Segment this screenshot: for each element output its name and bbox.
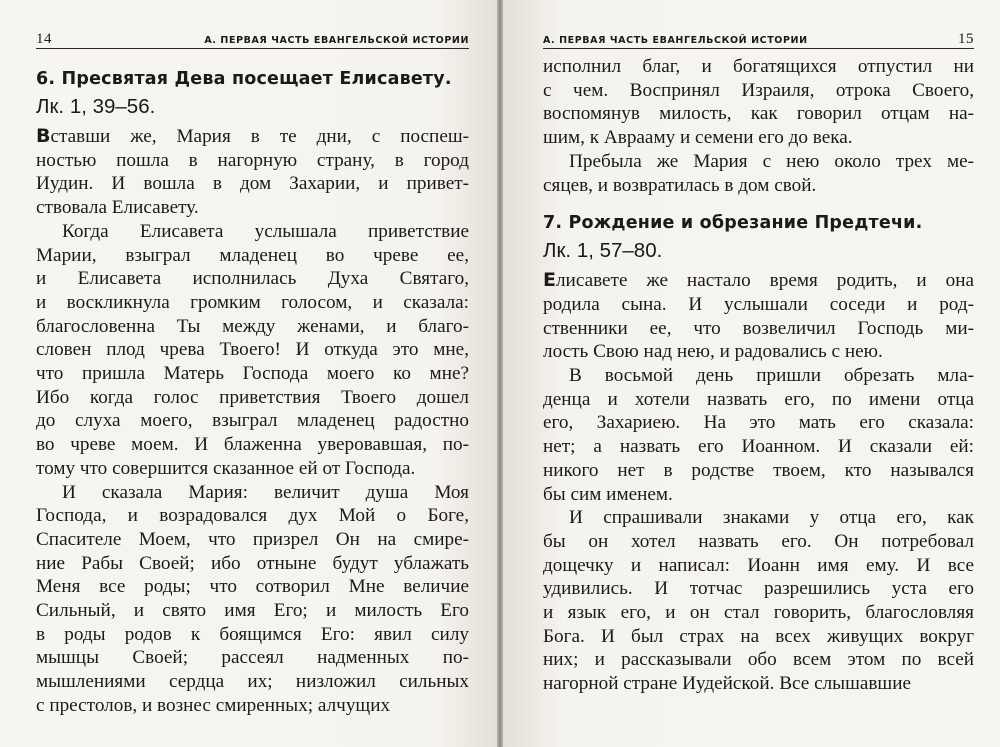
text-line: и воскликнула громким голосом, и сказала:	[36, 291, 469, 313]
paragraph	[543, 55, 974, 150]
text-line: никого нет в родстве твоем, кто назывался	[543, 459, 974, 481]
left-running-head	[36, 26, 469, 49]
text-line: Бога. И был страх на всех живущих вокруг	[543, 625, 974, 647]
text-line: и язык его, и он стал говорить, благословляя	[543, 602, 974, 624]
paragraph	[543, 364, 974, 506]
text-line: мышцы Своей; рассеял надменных по-	[36, 647, 469, 669]
paragraph	[36, 481, 469, 718]
text-line: И спрашивали знаками у отца его, как	[569, 507, 974, 529]
text-line: ствовала Елисавету.	[36, 197, 199, 219]
text-line: исполнил благ, и богатящихся отпустил ни	[543, 56, 974, 77]
right-running-title: А. ПЕРВАЯ ЧАСТЬ ЕВАНГЕЛЬСКОЙ ИСТОРИИ	[543, 35, 808, 46]
text-line: воспомянув милость, как говорил отцам на-	[543, 103, 974, 125]
text-line: в роды родов к боящимся Его: явил силу	[36, 623, 469, 645]
text-line: тому что совершится сказанное ей от Господа.	[36, 457, 416, 479]
paragraph	[543, 150, 974, 197]
text-line: ственники ее, что возвеличил Господь ми-	[543, 317, 974, 339]
paragraph	[543, 269, 974, 364]
right-body-text-top	[543, 55, 974, 197]
text-line: И сказала Мария: величит душа Моя	[62, 481, 469, 503]
text-line: Елисавете же настало время родить, и она	[543, 269, 974, 292]
scripture-reference-6: Лк. 1, 39–56.	[36, 95, 156, 118]
text-line: ние Рабы Своей; ибо отныне будут ублажать	[36, 552, 469, 574]
scripture-reference-7: Лк. 1, 57–80.	[543, 239, 663, 263]
paragraph	[36, 125, 469, 220]
text-line: В восьмой день пришли обрезать мла-	[569, 365, 974, 387]
text-line: благословенна Ты между женами, и благо-	[36, 315, 469, 337]
text-line: дощечку и написал: Иоанн имя ему. И все	[543, 554, 974, 576]
left-running-title: А. ПЕРВАЯ ЧАСТЬ ЕВАНГЕЛЬСКОЙ ИСТОРИИ	[204, 35, 469, 46]
text-line: шим, к Аврааму и семени его до века.	[543, 127, 853, 149]
text-line: Меня все роды; что сотворил Мне величие	[36, 576, 469, 598]
right-page	[503, 0, 1000, 747]
text-line: них; и рассказывали обо всем этом по всей	[543, 649, 974, 671]
text-line: Ибо когда голос приветствия Твоего дошел	[36, 386, 469, 408]
section-heading-7: 7. Рождение и обрезание Предтечи.	[543, 213, 923, 234]
left-body-text	[36, 125, 469, 718]
text-line: до слуха моего, взыграл младенец радостно	[36, 410, 469, 432]
text-line: лость Свою над нею, и радовались с нею.	[543, 341, 883, 363]
text-line: нагорной стране Иудейской. Все слышавшие	[543, 673, 911, 695]
text-line: родила сына. И услышали соседи и род-	[543, 293, 974, 315]
text-line: с чем. Воспринял Израиля, отрока Своего,	[543, 79, 974, 101]
right-page-number: 15	[958, 31, 974, 47]
paragraph	[543, 506, 974, 696]
text-line: Когда Елисавета услышала приветствие	[62, 220, 469, 242]
paragraph	[36, 220, 469, 481]
left-page	[0, 0, 497, 747]
initial-letter: Е	[543, 269, 556, 292]
right-running-head	[543, 26, 974, 49]
text-line: ностью пошла в нагорную страну, в город	[36, 149, 469, 171]
text-line: Сильный, и свято имя Его; и милость Его	[36, 600, 469, 622]
text-line: Иудин. И вошла в дом Захарии, и привет-	[36, 173, 469, 195]
text-line: денца и хотели назвать его, по имени отца	[543, 388, 974, 410]
text-line: что пришла Матерь Господа моего ко мне?	[36, 363, 469, 385]
text-line: сяцев, и возвратилась в дом свой.	[543, 174, 817, 196]
text-line: удивились. И тотчас разрешились уста его	[543, 578, 974, 600]
text-line: нет; а назвать его Иоанном. И сказали ей:	[543, 436, 974, 458]
text-line: во чреве моем. И блаженна уверовавшая, по-	[36, 434, 469, 456]
text-line: и Елисавета исполнилась Духа Святаго,	[36, 268, 469, 290]
text-line: бы сим именем.	[543, 483, 673, 505]
text-line: словен плод чрева Твоего! И откуда это мне,	[36, 339, 469, 361]
text-line: мышлениями сердца их; низложил сильных	[36, 671, 469, 693]
left-page-number: 14	[36, 31, 52, 47]
text-line: с престолов, и вознес смиренных; алчущих	[36, 694, 391, 716]
right-body-text-bottom	[543, 269, 974, 696]
text-line: его, Захариею. На это мать его сказала:	[543, 412, 974, 434]
initial-letter: В	[36, 125, 51, 147]
text-line: Господа, и возрадовался дух Мой о Боге,	[36, 505, 469, 527]
section-heading-6: 6. Пресвятая Дева посещает Елисавету.	[36, 69, 452, 89]
text-line: бы он хотел назвать его. Он потребовал	[543, 530, 974, 552]
text-line: Спасителе Моем, что призрел Он на смире-	[36, 528, 469, 550]
text-line: Марии, взыграл младенец во чреве ее,	[36, 244, 469, 266]
text-line: Вставши же, Мария в те дни, с поспеш-	[36, 125, 469, 147]
text-line: Пребыла же Мария с нею около трех ме-	[569, 150, 974, 172]
